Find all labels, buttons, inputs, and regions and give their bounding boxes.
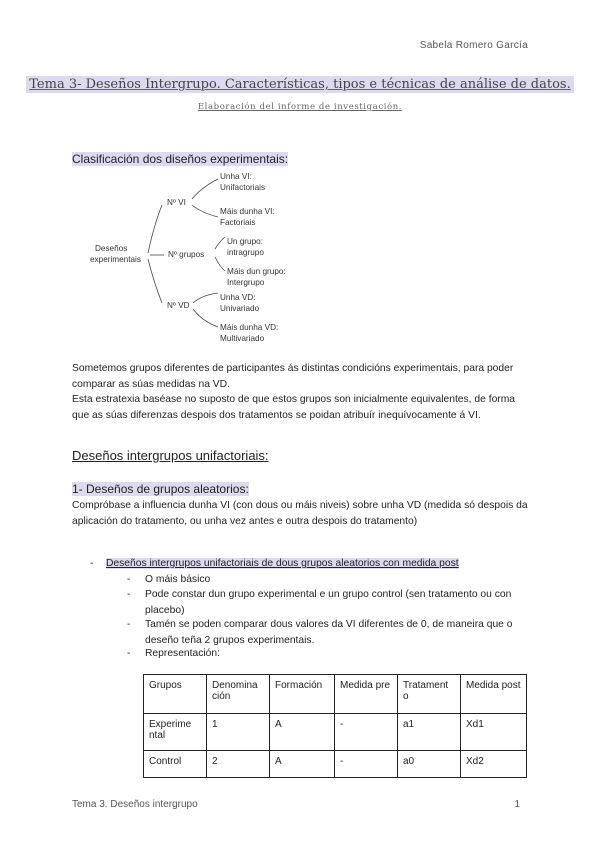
diagram-leaf-vd-1b: Univariado	[220, 304, 260, 313]
table-cell: Xd1	[461, 714, 527, 751]
table-cell: 2	[207, 751, 270, 778]
diagram-leaf-vi-1b: Unifactoriais	[220, 183, 266, 192]
table-cell: -	[335, 751, 398, 778]
diagram-leaf-grupos-2b: Intergrupo	[227, 278, 265, 287]
table-cell: -	[335, 714, 398, 751]
bullet-main-text: Deseños intergrupos unifactoriais de dous grupos aleatorios con medida post	[106, 558, 459, 569]
classification-diagram	[80, 165, 340, 350]
classification-heading-text: Clasificación dos diseños experimentais:	[72, 152, 289, 166]
diagram-leaf-grupos-2a: Máis dun grupo:	[227, 267, 286, 276]
page-title	[0, 77, 600, 92]
table-header-cell: Medida pre	[335, 675, 398, 714]
sub-bullet-4	[127, 646, 527, 662]
table-cell: a1	[398, 714, 461, 751]
table-row	[144, 751, 527, 778]
table-row	[144, 714, 527, 751]
sub-bullet-4-text: Representación:	[145, 648, 220, 659]
diagram-leaf-vi-1a: Unha VI:	[220, 172, 252, 181]
diagram-line-vi-2	[192, 205, 218, 217]
bullet-main	[90, 558, 459, 569]
table-header-row	[144, 675, 527, 714]
table-header-cell: Grupos	[144, 675, 207, 714]
sub-bullet-2-text: Pode constar dun grupo experimental e un grupo control (sen tratamento ou con placebo)	[145, 589, 512, 616]
diagram-leaf-vi-2a: Máis dunha VI:	[220, 207, 275, 216]
table-header-cell: Formación	[270, 675, 335, 714]
diagram-root-line-1: Deseños	[95, 244, 128, 253]
table-cell: a0	[398, 751, 461, 778]
table-header-cell: Tratament o	[398, 675, 461, 714]
diagram-leaf-vd-1a: Unha VD:	[220, 293, 256, 302]
bullet-dash: -	[90, 558, 94, 569]
diagram-leaf-vd-2b: Multivariado	[220, 334, 265, 343]
footer-text: Tema 3. Deseños intergrupo	[72, 799, 198, 810]
page-number: 1	[514, 799, 520, 810]
diagram-leaf-vi-2b: Factoriais	[220, 218, 256, 227]
sub-bullet-2	[127, 587, 527, 618]
diagram-line-grupos-1	[215, 237, 225, 249]
author-name: Sabela Romero García	[419, 40, 528, 51]
diagram-leaf-grupos-1a: Un grupo:	[227, 237, 263, 246]
diagram-branch-vd: Nº VD	[167, 301, 190, 310]
diagram-branch-grupos: Nº grupos	[168, 250, 205, 259]
subsection-text: Compróbase a influencia dunha VI (con dous ou máis niveis) sobre unha VD (medida só despois da aplicación do tratamento, ou unha vez antes e outra despois do tratamento)	[72, 500, 528, 527]
diagram-line-grupos-2	[215, 257, 225, 271]
sub-bullet-3-text: Tamén se poden comparar dous valores da VI diferentes de 0, de maneira que o deseño teña 2 grupos experimentais.	[145, 619, 513, 646]
subsection-heading-text: 1- Deseños de grupos aleatorios:	[72, 482, 249, 496]
section-heading: Deseños intergrupos unifactoriais:	[72, 448, 269, 463]
subsection-heading	[72, 482, 249, 496]
sub-bullet-dash: -	[127, 648, 131, 659]
sub-bullet-3	[127, 617, 527, 648]
table-header-cell: Medida post	[461, 675, 527, 714]
diagram-branch-vi: Nº VI	[167, 198, 186, 207]
diagram-leaf-vd-2a: Máis dunha VD:	[220, 323, 279, 332]
page-subtitle: Elaboración del informe de investigación.	[197, 102, 403, 112]
representation-table	[143, 674, 527, 778]
intro-paragraph-2: Esta estratexia baséase no suposto de que estos grupos son inicialmente equivalentes, de forma que as súas diferenzas despois dos tratamentos se poidan atribuír inequívocamente á VI.	[72, 394, 516, 421]
table-cell: Xd2	[461, 751, 527, 778]
page-title-text: Tema 3- Deseños Intergrupo. Características, tipos e técnicas de análise de datos.	[26, 76, 573, 93]
table-cell: A	[270, 714, 335, 751]
sub-bullet-1-text: O máis básico	[145, 574, 211, 585]
diagram-leaf-grupos-1b: intragrupo	[227, 248, 264, 257]
table-cell: 1	[207, 714, 270, 751]
classification-heading	[72, 152, 288, 166]
table-cell: Experime ntal	[144, 714, 207, 751]
table-cell: A	[270, 751, 335, 778]
diagram-line-root-vi	[148, 205, 162, 253]
sub-bullet-dash: -	[127, 619, 131, 630]
sub-bullet-dash: -	[127, 574, 131, 585]
intro-paragraph-1: Sometemos grupos diferentes de participantes ás distintas condicións experimentais, para poder comparar as súas medidas na VD.	[72, 363, 514, 390]
diagram-line-vd-2	[193, 309, 218, 327]
diagram-line-root-vd	[148, 259, 162, 303]
diagram-line-vd-1	[193, 293, 218, 303]
sub-bullet-1	[127, 572, 527, 588]
diagram-line-vi-1	[192, 179, 218, 199]
table-cell: Control	[144, 751, 207, 778]
diagram-root-line-2: experimentais	[90, 255, 141, 264]
sub-bullet-dash: -	[127, 589, 131, 600]
table-header-cell: Denomina ción	[207, 675, 270, 714]
